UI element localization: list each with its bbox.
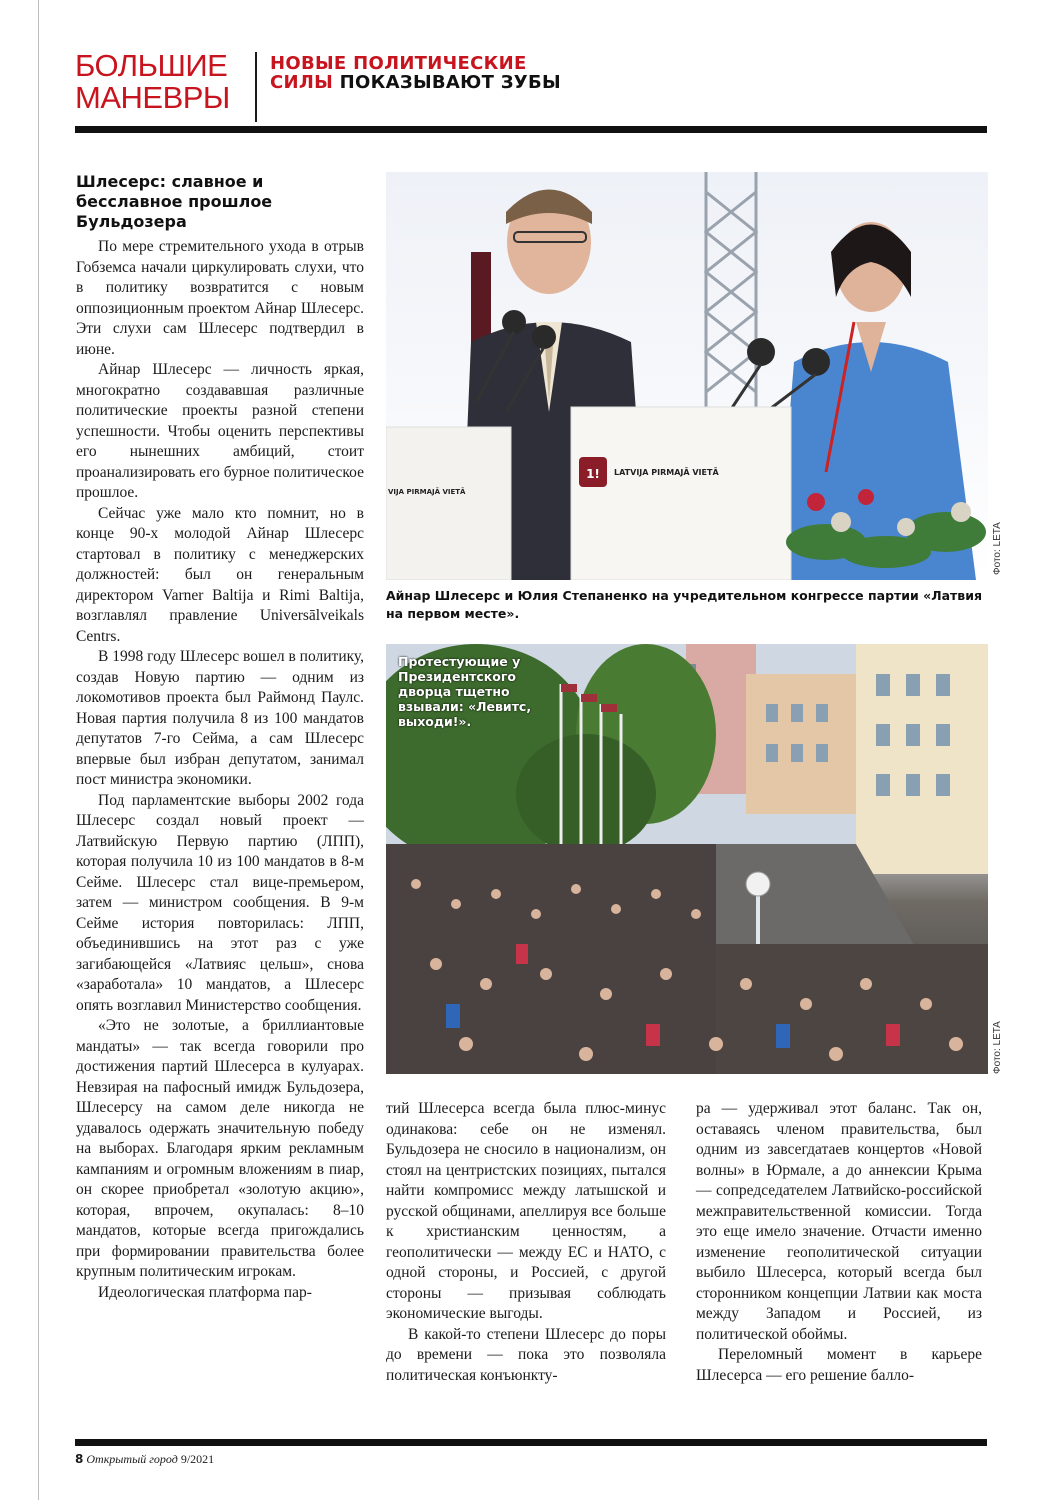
page-footer xyxy=(75,1452,214,1467)
podium-text: LATVIJA PIRMAJĀ VIETĀ xyxy=(614,468,719,477)
text-column-2 xyxy=(386,1099,666,1386)
text-column-1 xyxy=(76,237,364,1303)
photo-credit: Фото: LETA xyxy=(992,1021,1003,1074)
section-rubric xyxy=(75,50,245,114)
headline-red-part: НОВЫЕ ПОЛИТИЧЕСКИЕ СИЛЫ xyxy=(270,53,527,93)
paragraph: Идеологическая платформа пар- xyxy=(98,1283,312,1301)
paragraph: Айнар Шлесерс — личность яркая, многократно создававшая различные политические проекты разной степени успешности. Чтобы оценить перспективы его нынешних амбиций, стоит проанализировать его бурное политическое прошлое. xyxy=(76,361,364,501)
header-separator xyxy=(255,52,257,122)
rubric-line-2: МАНЕВРЫ xyxy=(75,80,230,115)
headline-black-part: ПОКАЗЫВАЮТ ЗУБЫ xyxy=(333,72,561,93)
issue-number: 9/2021 xyxy=(180,1452,215,1466)
paragraph: Сейчас уже мало кто помнит, но в конце 90-х молодой Айнар Шлесерс стартовал в политику с менеджерских должностей: был он генеральным директором Varner Baltija и Rimi Baltija, возглавлял правление Universālveikals Centrs. xyxy=(76,504,364,645)
photo-congress-illustration xyxy=(386,172,988,580)
photo-congress xyxy=(386,172,988,580)
header-rule xyxy=(75,126,987,133)
text-column-3 xyxy=(696,1099,982,1386)
article-headline xyxy=(270,54,590,92)
podium-logo: 1! xyxy=(586,467,600,481)
photo-credit: Фото: LETA xyxy=(992,522,1003,575)
paragraph: В какой-то степени Шлесерс до поры до времени — пока это позволяла политическая конъюнкту- xyxy=(386,1325,666,1384)
paragraph: Переломный момент в карьере Шлесерса — его решение балло- xyxy=(696,1346,982,1384)
paragraph: тий Шлесерса всегда была плюс-минус одинакова: себе он не изменял. Бульдозера не сносило в национализм, он стоял на центристских позициях, пытался найти компромисс между латышской и русской общинами, апеллируя все больше к христианским ценностям, а геополитически — между ЕС и НАТО, с одной стороны, и Россией, с другой стороны — призывая соблюдать экономические выгоды. xyxy=(386,1100,666,1322)
paragraph: ра — удерживал этот баланс. Так он, оставаясь членом правительства, был одним из завсегдатаев концертов «Новой волны» в Юрмале, а до аннексии Крыма — сопредседателем Латвийско-российской межправительственной комиссии. Тогда это еще имело значение. Отчасти именно изменение геополитической ситуации выбило Шлесерса, который всегда был сторонником концепции Латвии как моста между Западом и Россией, из политической обоймы. xyxy=(696,1100,982,1343)
paragraph: В 1998 году Шлесерс вошел в политику, создав Новую партию — одним из локомотивов проекта был Раймонд Паулс. Новая партия получила 8 из 100 мандатов депутатов 7-го Сейма, а сам Шлесерс впервые был избран депутатом, занимал пост министра экономики. xyxy=(76,648,364,788)
paragraph: «Это не золотые, а бриллиантовые мандаты» — так всегда говорили про достижения партий Шлесерса в кулуарах. Невзирая на пафосный имидж Бульдозера, Шлесерсу на самом деле никогда не удавалось одержать значительную победу на выборах. Благодаря ярким рекламным кампаниям и огромным вложениям в пиар, он скорее приобретал «золотую акцию», которая, впрочем, окупалась: 8–10 мандатов, которые всегда пригождались при формировании правительства более крупным политическим игрокам. xyxy=(76,1017,364,1280)
paragraph: Под парламентские выборы 2002 года Шлесерс создал новый проект — Латвийскую Первую партию (ЛПП), которая получила 10 из 100 мандатов в 8-м Сейме. Шлесерс стал вице-премьером, затем — министром сообщения. В 9-м Сейме история повторилась: ЛПП, объединившись на этот раз с уже загибающейся «Латвияс цельш», снова «заработала» 10 мандатов, а Шлесерс опять возглавил Министерство сообщения. xyxy=(76,791,364,1014)
paragraph: По мере стремительного ухода в отрыв Гобземса начали циркулировать слухи, что в политику возвратится с новым оппозиционным проектом Айнар Шлесерс. Эти слухи сам Шлесерс подтвердил в июне. xyxy=(76,238,364,358)
footer-rule xyxy=(75,1439,987,1446)
rubric-line-1: БОЛЬШИЕ xyxy=(75,48,228,83)
page-margin-line xyxy=(38,0,39,1500)
podium-left-text: VIJA PIRMAJĀ VIETĀ xyxy=(388,488,466,496)
photo-caption: Айнар Шлесерс и Юлия Степаненко на учредительном конгрессе партии «Латвия на первом месте». xyxy=(386,588,982,621)
page-number: 8 xyxy=(75,1452,84,1466)
magazine-name: Открытый город xyxy=(86,1452,178,1466)
article-subhead: Шлесерс: славное и бесславное прошлое Бульдозера xyxy=(76,172,273,231)
photo-overlay-caption: Протестующие у Президентского дворца тщетно взывали: «Левитс, выходи!». xyxy=(398,654,532,729)
